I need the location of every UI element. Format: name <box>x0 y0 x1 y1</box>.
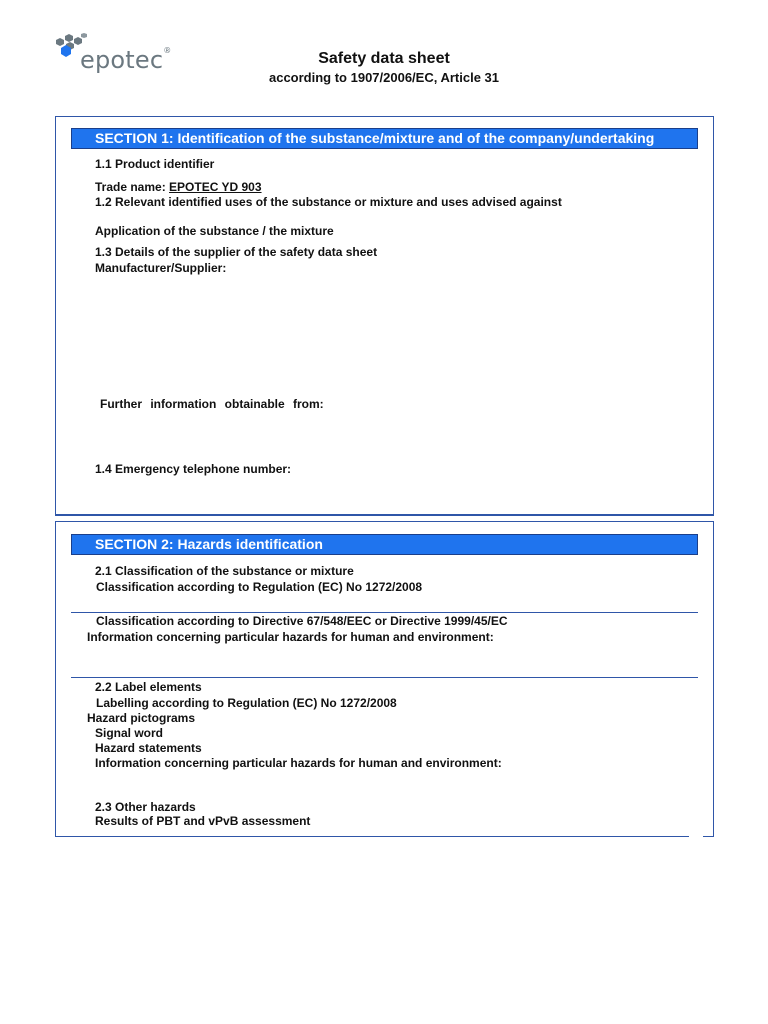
further-info-label: Further information obtainable from: <box>100 397 324 411</box>
pbt-results-label: Results of PBT and vPvB assessment <box>95 814 311 828</box>
document-title: Safety data sheet <box>318 50 450 67</box>
signal-word-label: Signal word <box>95 726 164 740</box>
trade-name-value: EPOTEC YD 903 <box>169 180 262 194</box>
logo-wordmark: epotec® <box>80 46 172 74</box>
hazard-statements-label: Hazard statements <box>95 741 202 755</box>
divider <box>71 612 698 613</box>
section2-bottom-border <box>55 836 689 837</box>
supplier-details-label: 1.3 Details of the supplier of the safety data sheet <box>95 245 378 259</box>
relevant-uses-label: 1.2 Relevant identified uses of the substance or mixture and uses advised against <box>95 195 562 209</box>
classification-directive: Classification according to Directive 67/548/EEC or Directive 1999/45/EC <box>96 614 508 628</box>
section2-heading: SECTION 2: Hazards identification <box>71 534 698 555</box>
section1-box <box>55 116 714 516</box>
document-subtitle: according to 1907/2006/EC, Article 31 <box>268 70 499 85</box>
other-hazards-heading: 2.3 Other hazards <box>95 800 196 814</box>
labelling-regulation: Labelling according to Regulation (EC) No 1272/2008 <box>96 696 397 710</box>
trade-name-row <box>95 180 268 194</box>
manufacturer-label: Manufacturer/Supplier: <box>95 261 227 275</box>
label-elements-heading: 2.2 Label elements <box>95 680 202 694</box>
product-identifier-label: 1.1 Product identifier <box>95 157 215 171</box>
hazard-info-1: Information concerning particular hazards for human and environment: <box>87 630 494 644</box>
trade-name-label: Trade name: <box>95 180 166 194</box>
classification-heading: 2.1 Classification of the substance or mixture <box>95 564 354 578</box>
section2-bottom-corner <box>703 836 714 837</box>
hazard-pictograms-label: Hazard pictograms <box>87 711 196 725</box>
divider <box>71 677 698 678</box>
hazard-info-2: Information concerning particular hazards for human and environment: <box>95 756 502 770</box>
emergency-phone-label: 1.4 Emergency telephone number: <box>95 462 292 476</box>
section1-heading: SECTION 1: Identification of the substance/mixture and of the company/undertaking <box>71 128 698 149</box>
application-label: Application of the substance / the mixture <box>95 224 334 238</box>
classification-regulation: Classification according to Regulation (EC) No 1272/2008 <box>96 580 423 594</box>
